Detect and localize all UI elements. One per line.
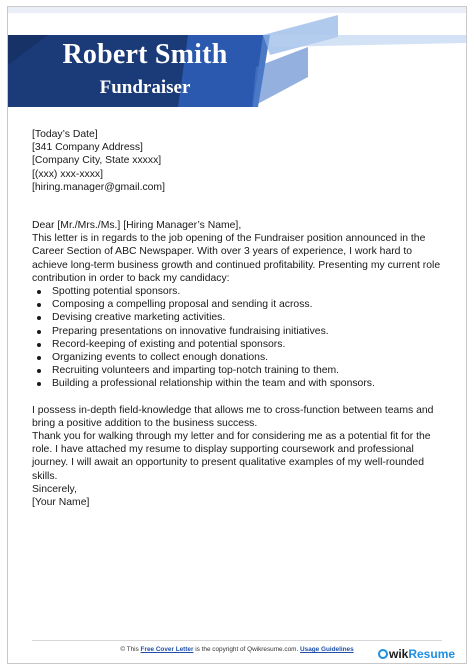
bullet-icon — [37, 343, 41, 347]
closing-block — [32, 483, 444, 509]
list-item-text: Record-keeping of existing and potential sponsors. — [52, 338, 286, 350]
signature: [Your Name] — [32, 497, 90, 509]
address-line: [hiring.manager@gmail.com] — [32, 181, 165, 193]
footer-prefix: © This — [120, 646, 141, 653]
list-item — [32, 285, 444, 298]
contribution-list — [32, 285, 444, 391]
list-item-text: Recruiting volunteers and imparting top-notch training to them. — [52, 365, 340, 377]
list-item — [32, 325, 444, 338]
address-line: [Company City, State xxxxx] — [32, 155, 162, 167]
list-item — [32, 377, 444, 390]
applicant-job-title: Fundraiser — [99, 77, 191, 98]
list-item — [32, 298, 444, 311]
letter-body — [32, 128, 444, 509]
list-item-text: Building a professional relationship within the team and with sponsors. — [52, 378, 375, 390]
footer-divider — [32, 640, 442, 641]
list-item-text: Spotting potential sponsors. — [52, 286, 181, 298]
list-item — [32, 364, 444, 377]
intro-paragraph: This letter is in regards to the job opening of the Fundraiser position announced in the Career Section of ABC Newspaper. With over 3 years of experience, I work hard to achieve long-term business growth and continued profitability. Presenting my current role contribution in order to back my candidacy: — [32, 233, 441, 284]
list-item — [32, 351, 444, 364]
list-item-text: Composing a compelling proposal and sending it across. — [52, 299, 313, 311]
bullet-icon — [37, 356, 41, 360]
qwikresume-logo[interactable] — [378, 647, 455, 661]
bullet-icon — [37, 303, 41, 307]
thanks-paragraph: Thank you for walking through my letter and for considering me as a potential fit for the role. I have attached my resume to display supporting coursework and professional journey. I will await an opportunity to present qualitative examples of my well-rounded skills. — [32, 431, 431, 482]
closing-phrase: Sincerely, — [32, 483, 77, 495]
bullet-icon — [37, 290, 41, 294]
logo-text-part2: Resume — [408, 647, 456, 661]
address-line: [(xxx) xxx-xxxx] — [32, 168, 103, 180]
applicant-name: Robert Smith — [62, 39, 228, 70]
list-item-text: Organizing events to collect enough donations. — [52, 352, 269, 364]
recipient-address — [32, 141, 444, 194]
list-item — [32, 311, 444, 324]
bullet-icon — [37, 369, 41, 373]
logo-text-part1: wik — [389, 647, 409, 661]
bullet-icon — [37, 316, 41, 320]
salutation: Dear [Mr./Mrs./Ms.] [Hiring Manager’s Name], — [32, 220, 242, 232]
bullet-icon — [37, 330, 41, 334]
q-logo-icon — [378, 649, 388, 659]
usage-guidelines-link[interactable]: Usage Guidelines — [300, 646, 354, 653]
header-name-block — [30, 38, 260, 100]
free-cover-letter-link[interactable]: Free Cover Letter — [140, 646, 194, 653]
list-item — [32, 338, 444, 351]
bullet-icon — [37, 382, 41, 386]
letter-date: [Today’s Date] — [32, 129, 98, 140]
footer-middle: is the copyright of Qwikresume.com. — [193, 646, 301, 653]
list-item-text: Preparing presentations on innovative fundraising initiatives. — [52, 325, 329, 337]
body-paragraph: I possess in-depth field-knowledge that allows me to cross-function between teams and bring a positive addition to the business success. — [32, 404, 434, 429]
list-item-text: Devising creative marketing activities. — [52, 312, 226, 324]
address-line: [341 Company Address] — [32, 142, 143, 154]
